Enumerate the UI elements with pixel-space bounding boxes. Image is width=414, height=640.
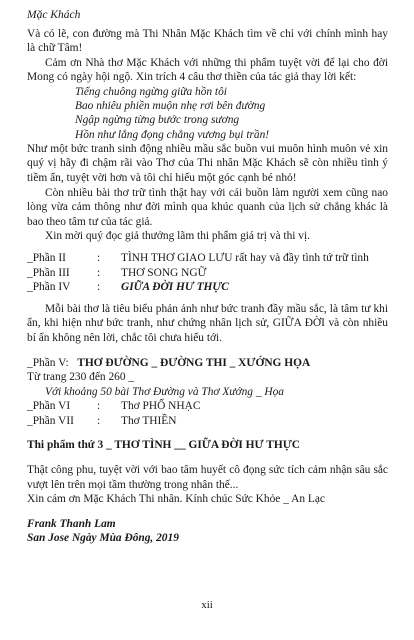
part-separator: : [97, 400, 101, 413]
part-label: _Phần II [27, 251, 66, 264]
section-3-title: Thi phẩm thứ 3 _ THƠ TÌNH __ GIỮA ĐỜI HƯ THỰC [27, 439, 300, 452]
part-label: _Phần VII [27, 414, 74, 427]
part-separator: : [97, 414, 101, 427]
part-text: Thơ PHỔ NHẠC [121, 400, 201, 413]
paragraph-7: Thật công phu, tuyệt vời với bao tâm huyết cô đọng sức tích cảm nhận sâu sắc vượt lên trên mọi tầm thường trong nhân thế... [27, 464, 388, 491]
part-text: THƠ ĐƯỜNG _ ĐƯỜNG THI _ XƯỚNG HỌA [77, 356, 311, 369]
part-label: _Phần V: [27, 356, 69, 369]
part-text: Thơ THIỀN [121, 414, 177, 427]
part-row [27, 414, 388, 429]
part-5-note: Với khoảng 50 bài Thơ Đường và Thơ Xướng _ Họa [45, 385, 284, 398]
poem-line: Bao nhiêu phiền muộn nhẹ rơi bên đường [75, 100, 266, 113]
part-separator: : [97, 266, 101, 279]
part-text: THƠ SONG NGỮ [121, 266, 207, 279]
part-separator: : [97, 251, 101, 264]
part-label: _Phần IV [27, 281, 71, 294]
paragraph-4: Còn nhiều bài thơ trữ tình thật hay với cái buồn làm người xem cũng nao lòng vừa cảm thông như đời mình qua khúc quanh của lịch sử chẳng khác là bao theo tâm tư của tác giả. [27, 186, 388, 228]
paragraph-1: Và có lẽ, con đường mà Thi Nhân Mặc Khách tìm về chỉ với chính mình hay là chữ Tâm! [27, 27, 388, 55]
signature-place: San Jose Ngày Mùa Đông, 2019 [27, 532, 179, 545]
part-row [27, 266, 388, 281]
part-separator: : [97, 281, 101, 294]
poem-excerpt [75, 85, 388, 142]
paragraph-6: Mỗi bài thơ là tiêu biểu phản ảnh như bức tranh đầy mầu sắc, là tâm tư khi ẩn, khi hiện như bức tranh, như chứng nhân lịch sử, GIỮA ĐỜI và còn nhiều bí ẩn không nên lời, chắc tôi chưa hiểu tới. [27, 302, 388, 344]
part-label: _Phần VI [27, 400, 71, 413]
paragraph-2: Cảm ơn Nhà thơ Mặc Khách với những thi phẩm tuyệt vời để lại cho đời Mong có ngày hội ngộ. Xin trích 4 câu thơ thiền của tác giả thay lời kết: [27, 56, 388, 84]
page-range: Từ trang 230 đến 260 _ [27, 371, 135, 384]
part-row [27, 399, 388, 414]
page-number: xii [201, 599, 213, 611]
part-text: GIỮA ĐỜI HƯ THỰC [121, 281, 229, 294]
signature-name: Frank Thanh Lam [27, 517, 116, 530]
poem-line: Tiếng chuông ngừng giữa hồn tôi [75, 85, 227, 98]
poem-line: Ngập ngừng từng bước trong sương [75, 114, 240, 127]
paragraph-5: Xin mời quý đọc giả thưởng lãm thi phẩm giá trị và thi vị. [45, 230, 310, 243]
poem-line: Hồn như lắng đọng chẳng vương bụi trần! [75, 128, 270, 141]
part-row [27, 280, 388, 295]
part-label: _Phần III [27, 266, 70, 279]
paragraph-3: Như một bức tranh sinh động nhiều mầu sắc buồn vui muôn hình muôn vẻ xin quý vị hãy đi chậm rãi vào Thơ của Thi nhân Mặc Khách sẽ còn nhiều tình ý tiềm ẩn, tuyệt vời hơn và tôi chỉ hiểu một góc cạnh bé nhỏ! [27, 142, 388, 184]
part-text: TÌNH THƠ GIAO LƯU rất hay và đầy tình tứ trữ tình [121, 251, 369, 264]
part-5-heading [27, 356, 388, 371]
running-header: Mặc Khách [27, 9, 81, 21]
paragraph-8: Xin cám ơn Mặc Khách Thi nhân. Kính chúc Sức Khỏe _ An Lạc [27, 493, 325, 506]
part-row [27, 251, 388, 266]
